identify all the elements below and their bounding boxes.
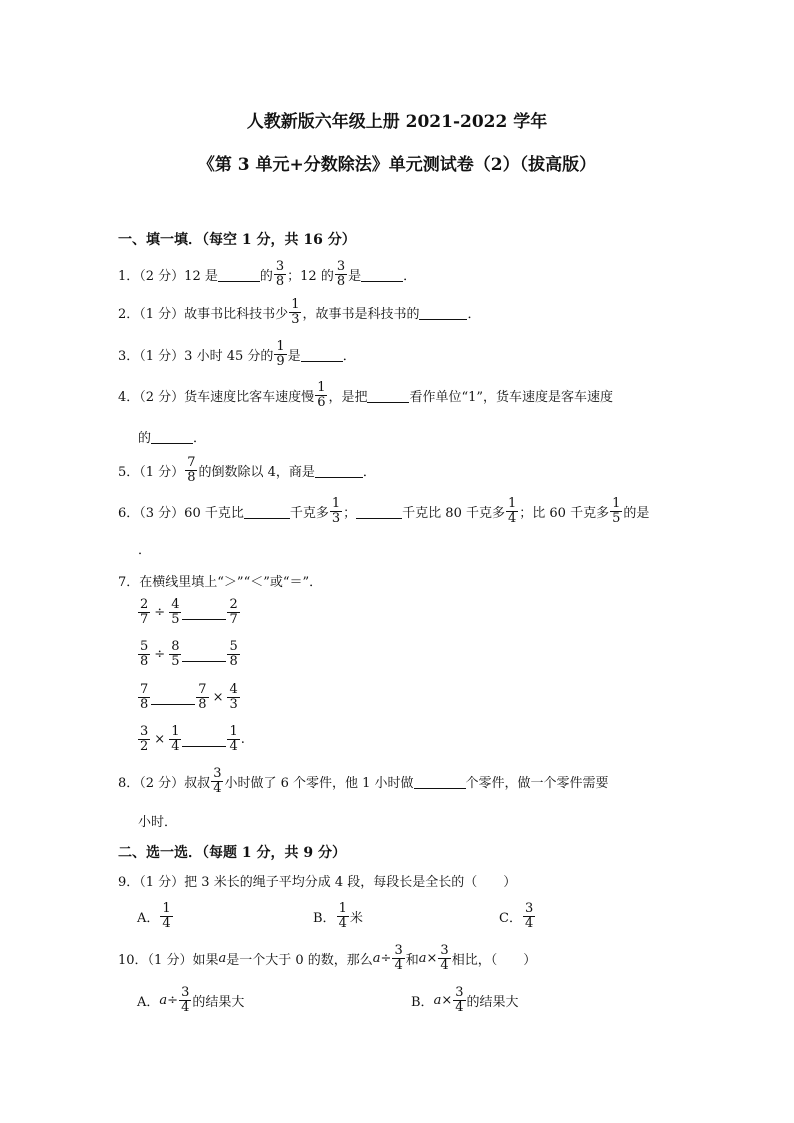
fraction: $\frac{8}{5}$ [171,639,180,669]
q10-text-b: 是一个大于 0 的数，那么 [226,953,373,968]
multiply-sign: × [426,951,438,966]
fraction: $\frac{3}{4}$ [440,943,449,973]
q5-text-a: 5．（1 分） [118,465,185,480]
question-8 [118,767,609,796]
fraction: $\frac{1}{4}$ [338,901,347,931]
unit-text: 米 [349,911,363,926]
compare-row-4 [137,725,245,754]
q6-text-a: 6．（3 分）60 千克比 [118,506,244,521]
question-3 [118,340,356,369]
fraction: $\frac{1}{4}$ [162,901,171,931]
q10-option-a[interactable] [137,986,244,1015]
period: . [240,732,245,747]
fraction: $\frac{3}{8}$ [336,259,346,289]
question-10 [118,944,536,973]
q9-option-c[interactable] [499,902,536,931]
q6-text-d: 千克比 80 千克多 [402,506,505,521]
answer-blank[interactable] [301,347,343,362]
option-label: A． [137,995,160,1010]
answer-blank[interactable] [356,504,402,519]
answer-blank[interactable] [151,429,193,444]
q5-text-b: 的倒数除以 4，商是 [198,465,315,480]
compare-row-2 [137,640,241,669]
q10-text-c: 和 [405,953,419,968]
fraction: $\frac{3}{2}$ [140,724,149,754]
variable-a: a [218,951,227,966]
q8-text-b: 小时做了 6 个零件，他 1 小时做 [224,776,414,791]
q4-text-d: 的 [138,431,152,446]
question-7: 7．在横线里填上“＞”“＜”或“＝”． [118,575,323,590]
option-label: C． [499,911,522,926]
q10-text-a: 10．（1 分）如果 [118,953,219,968]
q3-text-b: 是 [287,349,301,364]
q2-text-b: ，故事书是科技书的 [302,307,420,322]
fraction: $\frac{3}{4}$ [455,985,464,1015]
answer-blank[interactable] [361,267,403,282]
fraction: $\frac{2}{7}$ [140,597,149,627]
divide-sign: ÷ [167,993,179,1008]
q3-text-a: 3．（1 分）3 小时 45 分的 [118,349,274,364]
fraction: $\frac{7}{8}$ [198,682,207,712]
q10-text-d: 相比，（ ） [451,953,537,968]
q10-option-b[interactable] [411,986,519,1015]
option-text: 的结果大 [192,995,245,1010]
fraction: $\frac{7}{8}$ [187,455,196,485]
answer-blank[interactable] [414,774,466,789]
q6-text-c: ； [343,506,357,521]
fraction: $\frac{5}{8}$ [140,639,149,669]
q4-text-b: ，是把 [328,390,368,405]
variable-a: a [372,951,381,966]
compare-row-3 [137,683,241,712]
q8-text-d: 小时． [138,815,178,830]
fraction: $\frac{1}{9}$ [276,339,285,369]
q5-text-c: ． [362,465,376,480]
q2-text-c: ． [467,307,481,322]
q6-text-e: ；比 60 千克多 [519,506,610,521]
answer-blank[interactable] [419,305,467,320]
q8-text-c: 个零件，做一个零件需要 [465,776,609,791]
q6-text-b: 千克多 [289,506,329,521]
fraction: $\frac{1}{3}$ [291,297,300,327]
q1-text-b: 的 [259,269,273,284]
fraction: $\frac{3}{4}$ [181,985,190,1015]
fraction: $\frac{1}{6}$ [317,380,326,410]
answer-blank[interactable] [182,732,226,747]
multiply-sign: × [212,690,224,705]
fraction: $\frac{5}{8}$ [229,639,238,669]
divide-sign: ÷ [380,951,392,966]
answer-blank[interactable] [315,463,363,478]
section-2-heading: 二、选一选．（每题 1 分，共 9 分） [118,845,346,861]
q6-text-g: 的是 [623,506,650,521]
question-8-continued [138,811,177,830]
question-9: 9．（1 分）把 3 米长的绳子平均分成 4 段，每段长是全长的（ ） [118,875,517,890]
divide-sign: ÷ [154,647,166,662]
option-label: B． [313,911,336,926]
answer-blank[interactable] [151,690,195,705]
variable-a: a [433,993,442,1008]
option-text: 的结果大 [466,995,519,1010]
fraction: $\frac{1}{4}$ [171,724,180,754]
fraction: $\frac{3}{4}$ [394,943,403,973]
fraction: $\frac{7}{8}$ [140,682,149,712]
section-1-heading: 一、填一填．（每空 1 分，共 16 分） [118,232,356,248]
q1-text-d: 是 [348,269,362,284]
q1-text-c: ；12 的 [287,269,334,284]
fraction: $\frac{4}{3}$ [229,682,238,712]
multiply-sign: × [154,732,166,747]
fraction: $\frac{3}{8}$ [275,259,285,289]
answer-blank[interactable] [367,388,409,403]
variable-a: a [159,993,168,1008]
q2-text-a: 2．（1 分）故事书比科技书少 [118,307,289,322]
q8-text-a: 8．（2 分）叔叔 [118,776,211,791]
fraction: $\frac{1}{3}$ [331,496,341,526]
answer-blank[interactable] [182,605,226,620]
multiply-sign: × [441,993,453,1008]
question-5 [118,456,376,485]
q9-option-b[interactable] [313,902,363,931]
q1-text-e: ． [403,269,417,284]
fraction: $\frac{1}{4}$ [507,496,517,526]
q6-text-h: ． [138,543,152,558]
q4-text-e: ． [193,431,207,446]
question-2 [118,298,481,327]
question-6-continued [138,539,151,558]
question-4 [118,381,613,410]
answer-blank[interactable] [244,504,290,519]
compare-row-1 [137,598,241,627]
question-1 [118,260,416,289]
q9-option-a[interactable] [137,902,174,931]
variable-a: a [418,951,427,966]
fraction: $\frac{1}{4}$ [229,724,238,754]
answer-blank[interactable] [218,267,260,282]
question-6 [118,497,649,526]
fraction: $\frac{3}{4}$ [213,766,222,796]
q4-text-a: 4．（2 分）货车速度比客车速度慢 [118,390,315,405]
answer-blank[interactable] [182,647,226,662]
q4-text-c: 看作单位“1”，货车速度是客车速度 [409,390,614,405]
divide-sign: ÷ [154,605,166,620]
option-label: A． [137,911,160,926]
fraction: $\frac{3}{4}$ [524,901,534,931]
title-line-2: 《第 3 单元+分数除法》单元测试卷（2）（拔高版） [197,155,597,175]
fraction: $\frac{1}{5}$ [612,496,621,526]
option-label: B． [411,995,434,1010]
fraction: $\frac{2}{7}$ [229,597,238,627]
fraction: $\frac{4}{5}$ [171,597,180,627]
question-4-continued [138,427,206,446]
q1-text-a: 1．（2 分）12 是 [118,269,218,284]
q3-text-c: ． [342,349,356,364]
title-line-1: 人教新版六年级上册 2021-2022 学年 [246,112,548,132]
